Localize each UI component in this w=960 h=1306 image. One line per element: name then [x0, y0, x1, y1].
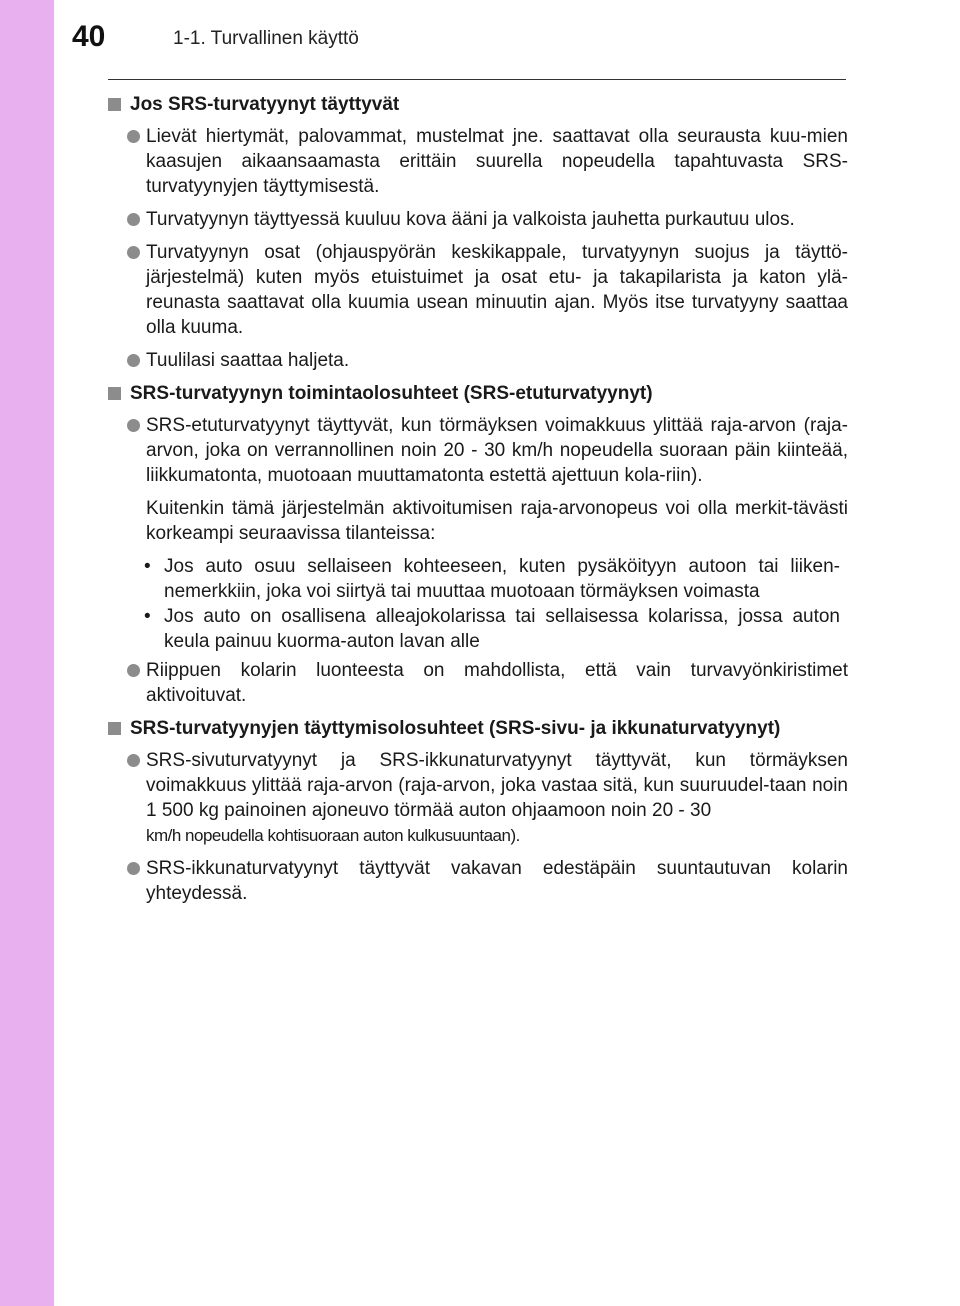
bullet-item: Lievät hiertymät, palovammat, mustelmat jne. saattavat olla seurausta kuu-mien kaasujen aikaansaamasta erittäin suurella nopeudella tapahtuvasta SRS-turvatyynyjen täyttymisestä.	[108, 124, 848, 199]
bullet-item: SRS-ikkunaturvatyynyt täyttyvät vakavan edestäpäin suuntautuvan kolarin yhteydessä.	[108, 856, 848, 906]
bullet-item: Turvatyynyn täyttyessä kuuluu kova ääni ja valkoista jauhetta purkautuu ulos.	[108, 207, 848, 232]
circle-bullet-icon	[127, 862, 140, 875]
sub-list-item: • Jos auto on osallisena alleajokolarissa tai sellaisessa kolarissa, jossa auton keula painuu kuorma-auton lavan alle	[144, 606, 840, 652]
circle-bullet-icon	[127, 246, 140, 259]
section-title: 1-1. Turvallinen käyttö	[173, 28, 359, 49]
header-divider	[108, 79, 846, 80]
circle-bullet-icon	[127, 130, 140, 143]
square-bullet-icon	[108, 98, 121, 111]
square-bullet-icon	[108, 722, 121, 735]
section-heading: SRS-turvatyynyjen täyttymisolosuhteet (SRS-sivu- ja ikkunaturvatyynyt)	[108, 716, 848, 741]
section-heading: SRS-turvatyynyn toimintaolosuhteet (SRS-etuturvatyynyt)	[108, 381, 848, 406]
sub-list-item: • Jos auto osuu sellaiseen kohteeseen, kuten pysäköityyn autoon tai liiken-nemerkkiin, joka voi siirtyä tai muuttaa muotoaan törmäyksen voimasta	[144, 556, 840, 602]
dot-marker: •	[144, 606, 151, 627]
circle-bullet-icon	[127, 354, 140, 367]
bullet-item: Turvatyynyn osat (ohjauspyörän keskikappale, turvatyynyn suojus ja täyttö-järjestelmä) kuten myös etuistuimet ja osat etu- ja takapilarista ja katon ylä-reunasta saattavat olla kuumia usean minuutin ajan. Myös itse turvatyyny saattaa olla kuuma.	[108, 240, 848, 340]
bullet-item: Riippuen kolarin luonteesta on mahdollista, että vain turvavyönkiristimet aktivoituvat.	[108, 658, 848, 708]
circle-bullet-icon	[127, 754, 140, 767]
page-body	[108, 92, 848, 914]
side-tab-band	[0, 0, 54, 1306]
bullet-item: SRS-etuturvatyynyt täyttyvät, kun törmäyksen voimakkuus ylittää raja-arvon (raja-arvon, joka on verrannollinen noin 20 - 30 km/h nopeudella suoraan päin kiinteää, liikkumatonta, muotoaan muuttamatonta estettä ajettuun kola-riin).	[108, 413, 848, 488]
bullet-item: SRS-sivuturvatyynyt ja SRS-ikkunaturvatyynyt täyttyvät, kun törmäyksen voimakkuus ylittää raja-arvon (raja-arvon, joka vastaa sitä, kun suuruudel-taan noin 1 500 kg painoinen ajoneuvo törmää auton ohjaamoon noin 20 - 30 km/h nopeudella kohtisuoraan auton kulkusuuntaan).	[108, 748, 848, 848]
paragraph: Kuitenkin tämä järjestelmän aktivoitumisen raja-arvonopeus voi olla merkit-tävästi korkeampi seuraavissa tilanteissa:	[146, 498, 848, 544]
circle-bullet-icon	[127, 213, 140, 226]
dot-marker: •	[144, 556, 151, 577]
square-bullet-icon	[108, 387, 121, 400]
section-heading: Jos SRS-turvatyynyt täyttyvät	[108, 92, 848, 117]
circle-bullet-icon	[127, 664, 140, 677]
page-number: 40	[72, 20, 106, 53]
bullet-item: Tuulilasi saattaa haljeta.	[108, 348, 848, 373]
circle-bullet-icon	[127, 419, 140, 432]
